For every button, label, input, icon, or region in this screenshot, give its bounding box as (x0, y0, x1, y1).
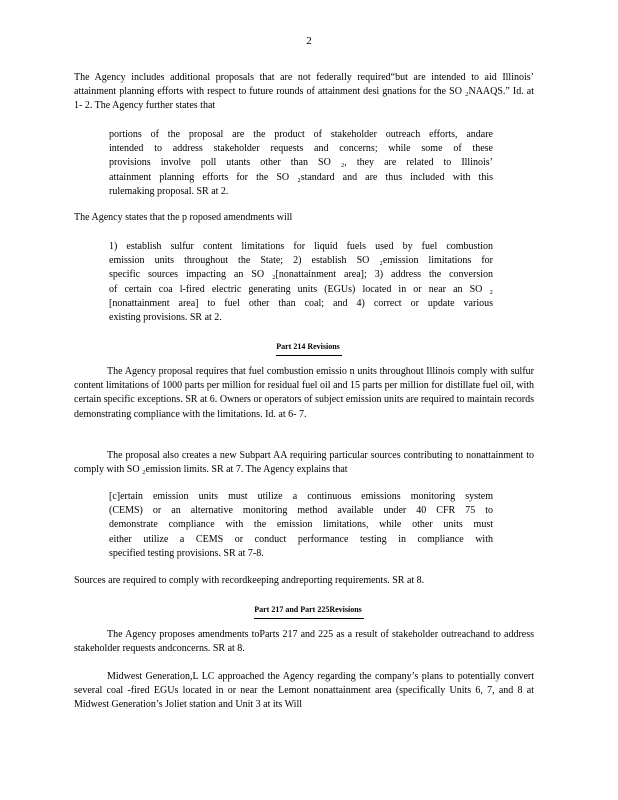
paragraph-amendments-intro: The Agency states that the p roposed amendments will (74, 212, 293, 223)
section-heading-text: Part 217 and Part 225Revisions (254, 603, 364, 619)
quote-line: either utilize a CEMS or conduct performance testing in compliance with (109, 533, 493, 545)
quote-line: existing provisions. SR at 2. (109, 312, 222, 324)
block-quote-cems (109, 490, 493, 561)
quote-line: attainment planning efforts for the SO ₂standard and are thus included with this (109, 171, 493, 183)
quote-line: intended to address stakeholder requests and concerns; while some of these (109, 143, 493, 155)
quote-line: specific sources impacting an SO ₂[nonattainment area]; 3) address the conversion (109, 269, 493, 281)
page-number: 2 (306, 35, 312, 47)
quote-line: (CEMS) or an alternative monitoring method available under 40 CFR 75 to (109, 505, 493, 517)
paragraph-subpart-aa: The proposal also creates a new Subpart AA requiring particular sources contributing to nonattainment to comply with SO ₂emission limits. SR at 7. The Agency explains that (74, 450, 534, 476)
quote-line: rulemaking proposal. SR at 2. (109, 185, 229, 197)
section-heading-part-214 (0, 340, 618, 356)
paragraph-part-214: The Agency proposal requires that fuel combustion emissio n units throughout Illinois comply with sulfur content limitations of 1000 parts per million for residual fuel oil and 15 parts per million for distillate fuel oil, with certain specific exceptions. SR at 6. Owners or operators of subject emission units are required to maintain records demonstrating compliance with the limitations. Id. at 6- 7. (74, 366, 534, 420)
quote-line: emission units throughout the State; 2) establish SO ₂emission limitations for (109, 255, 493, 267)
quote-line: [c]ertain emission units must utilize a continuous emissions monitoring system (109, 491, 493, 502)
quote-line: portions of the proposal are the product of stakeholder outreach efforts, andare (109, 129, 493, 140)
quote-line: demonstrate compliance with the emission limitations, while other units must (109, 519, 493, 531)
paragraph-midwest-generation: Midwest Generation,L LC approached the Agency regarding the company’s plans to potentially convert several coal -fired EGUs located in or near the Lemont nonattainment area (specifically Units 6, 7, and 8 at Midwest Generation’s Joliet station and Unit 3 at its Will (74, 671, 534, 711)
block-quote-amendments (109, 240, 493, 325)
quote-line: [nonattainment area] to fuel other than coal; and 4) correct or update various (109, 297, 493, 309)
quote-line: 1) establish sulfur content limitations for liquid fuels used by fuel combustion (109, 241, 493, 252)
paragraph-part-217-225: The Agency proposes amendments toParts 217 and 225 as a result of stakeholder outreachand to address stakeholder requests andconcerns. SR at 8. (74, 629, 534, 655)
quote-line: of certain coa l-fired electric generating units (EGUs) located in or near an SO ₂ (109, 283, 493, 295)
paragraph-intro: The Agency includes additional proposals that are not federally required“but are intended to aid Illinois’ attainment planning efforts with respect to future rounds of attainment desi gnations for the SO ₂NAAQS.” Id. at 1- 2. The Agency further states that (74, 72, 534, 112)
paragraph-recordkeeping: Sources are required to comply with recordkeeping andreporting requirements. SR at 8. (74, 575, 425, 586)
quote-line: specified testing provisions. SR at 7-8. (109, 547, 264, 559)
section-heading-text: Part 214 Revisions (276, 340, 342, 356)
quote-line: provisions involve poll utants other than SO ₂, they are related to Illinois’ (109, 157, 493, 169)
block-quote-stakeholder (109, 128, 493, 199)
section-heading-part-217-225 (0, 603, 618, 619)
